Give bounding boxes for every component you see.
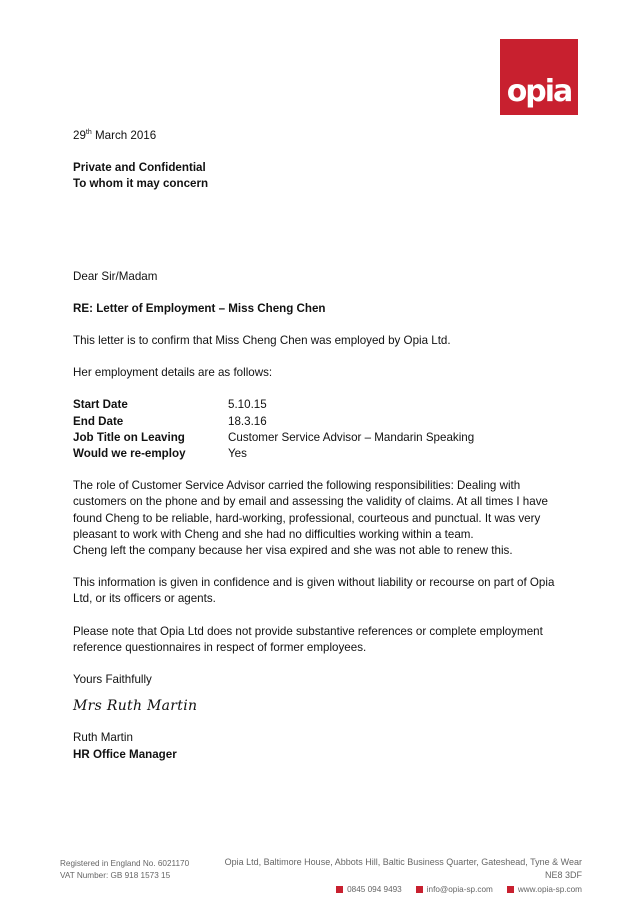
signature: Mrs Ruth Martin xyxy=(73,698,198,715)
detail-value: 18.3.16 xyxy=(228,414,267,428)
footer-address: Opia Ltd, Baltimore House, Abbots Hill, Baltic Business Quarter, Gateshead, Tyne & Wear NE8 3DF xyxy=(224,857,582,880)
footer-phone xyxy=(336,883,402,896)
salutation: Dear Sir/Madam xyxy=(73,269,158,283)
letter-date xyxy=(73,128,573,144)
web-bullet-icon xyxy=(507,886,514,893)
logo-text: opia xyxy=(506,74,572,109)
phone-text: 0845 094 9493 xyxy=(347,885,402,894)
date-suffix: th xyxy=(85,129,92,137)
detail-row-start xyxy=(73,397,573,413)
role-paragraph: The role of Customer Service Advisor carried the following responsibilities: Dealing with customers on the phone and by email and assessing the validity of claims. At all times I have found Cheng to be reliable, hard-working, professional, courteous and punctual. It was very pleasant to work with Cheng and she had no difficulties working within a team. xyxy=(73,479,548,541)
vat-number: VAT Number: GB 918 1573 15 xyxy=(60,871,171,880)
detail-value: 5.10.15 xyxy=(228,398,267,412)
email-bullet-icon xyxy=(416,886,423,893)
confidential-line: Private and Confidential xyxy=(73,161,206,175)
phone-bullet-icon xyxy=(336,886,343,893)
detail-row-end xyxy=(73,414,573,430)
details-intro: Her employment details are as follows: xyxy=(73,366,273,380)
footer-contacts xyxy=(212,883,582,896)
registered-number: Registered in England No. 6021170 xyxy=(60,859,190,868)
letter-body xyxy=(73,128,573,763)
to-whom-line: To whom it may concern xyxy=(73,177,209,191)
footer-contact-block xyxy=(212,856,582,896)
signer-title: HR Office Manager xyxy=(73,747,177,761)
detail-value: Yes xyxy=(228,447,247,461)
left-paragraph: Cheng left the company because her visa expired and she was not able to renew this. xyxy=(73,544,513,558)
detail-label: Job Title on Leaving xyxy=(73,430,185,444)
footer-email[interactable] xyxy=(416,883,493,896)
detail-value: Customer Service Advisor – Mandarin Speaking xyxy=(228,430,475,444)
detail-row-job-title xyxy=(73,430,573,446)
footer-registration xyxy=(60,858,189,882)
date-rest: March 2016 xyxy=(91,129,157,142)
closing: Yours Faithfully xyxy=(73,673,152,687)
page-footer xyxy=(0,852,638,903)
confidence-paragraph: This information is given in confidence and is given without liability or recourse on part of Opia Ltd, or its officers or agents. xyxy=(73,576,555,606)
date-day: 29 xyxy=(73,129,86,142)
employment-details xyxy=(73,397,573,462)
footer-web[interactable] xyxy=(507,883,582,896)
note-paragraph: Please note that Opia Ltd does not provide substantive references or complete employment reference questionnaires in respect of former employees. xyxy=(73,624,543,654)
detail-row-reemploy xyxy=(73,446,573,462)
confirm-paragraph: This letter is to confirm that Miss Cheng Chen was employed by Opia Ltd. xyxy=(73,334,451,348)
web-text[interactable]: www.opia-sp.com xyxy=(517,885,582,894)
opia-logo xyxy=(500,39,578,115)
subject-line: RE: Letter of Employment – Miss Cheng Chen xyxy=(73,301,326,315)
detail-label: Would we re-employ xyxy=(73,447,186,461)
signer-name: Ruth Martin xyxy=(73,731,133,745)
detail-label: End Date xyxy=(73,414,124,428)
email-text[interactable]: info@opia-sp.com xyxy=(426,885,493,894)
detail-label: Start Date xyxy=(73,398,128,412)
